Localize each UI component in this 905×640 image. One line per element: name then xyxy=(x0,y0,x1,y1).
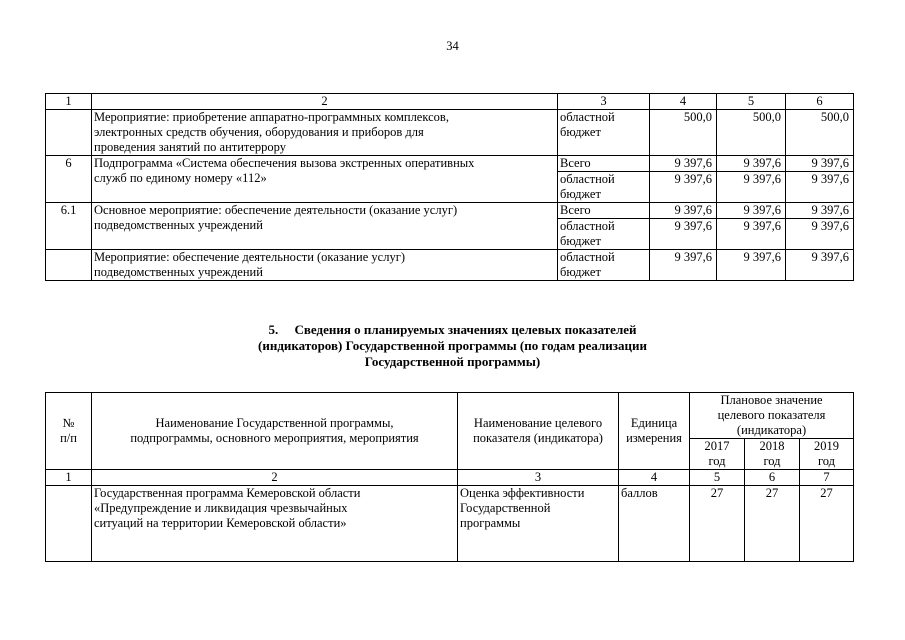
value-cell: 9 397,6 xyxy=(650,250,717,281)
text-line: бюджет xyxy=(560,187,601,201)
section-title-line: 5. Сведения о планируемых значениях целевых показателей xyxy=(268,322,637,337)
text-line: Наименование целевого xyxy=(473,416,603,430)
funding-source xyxy=(558,219,650,250)
header-cell: 1 xyxy=(46,94,92,110)
column-number: 4 xyxy=(619,470,690,486)
row-name xyxy=(92,110,558,156)
table-row xyxy=(46,203,854,219)
text-line: Единица xyxy=(630,416,678,430)
column-number: 3 xyxy=(458,470,619,486)
row-number: 6 xyxy=(46,156,92,203)
header-unit xyxy=(619,393,690,470)
unit-cell: баллов xyxy=(619,486,690,562)
text-line: бюджет xyxy=(560,265,601,279)
text-line: 2017 xyxy=(704,439,730,453)
text-line: проведения занятий по антитеррору xyxy=(94,140,287,154)
text-line: областной xyxy=(560,172,615,186)
text-line: Государственной xyxy=(460,501,551,515)
header-cell: 5 xyxy=(717,94,786,110)
value-cell: 27 xyxy=(800,486,854,562)
row-name xyxy=(92,250,558,281)
funding-source xyxy=(558,110,650,156)
text-line: областной xyxy=(560,250,615,264)
row-name xyxy=(92,156,558,203)
column-number: 5 xyxy=(690,470,745,486)
value-cell: 9 397,6 xyxy=(650,172,717,203)
row-name xyxy=(92,203,558,250)
row-number: 6.1 xyxy=(46,203,92,250)
text-line: Мероприятие: приобретение аппаратно-программных комплексов, xyxy=(94,110,449,124)
value-cell: 9 397,6 xyxy=(717,203,786,219)
value-cell: 500,0 xyxy=(650,110,717,156)
column-number: 2 xyxy=(92,470,458,486)
section-title-line: Государственной программы) xyxy=(364,354,541,369)
table-row xyxy=(46,250,854,281)
text-line: п/п xyxy=(60,431,77,445)
value-cell: 9 397,6 xyxy=(786,156,854,172)
row-number xyxy=(46,250,92,281)
header-cell: 4 xyxy=(650,94,717,110)
text-line: год xyxy=(763,454,781,468)
text-line: Государственная программа Кемеровской области xyxy=(94,486,361,500)
header-indicator xyxy=(458,393,619,470)
value-cell: 500,0 xyxy=(786,110,854,156)
text-line: измерения xyxy=(626,431,682,445)
text-line: Основное мероприятие: обеспечение деятельности (оказание услуг) xyxy=(94,203,458,217)
column-number-row xyxy=(46,470,854,486)
text-line: ситуаций на территории Кемеровской области» xyxy=(94,516,347,530)
header-year xyxy=(745,439,800,470)
text-line: показателя (индикатора) xyxy=(473,431,603,445)
text-line: 2018 xyxy=(759,439,785,453)
value-cell: 9 397,6 xyxy=(717,219,786,250)
page-number: 34 xyxy=(446,39,459,53)
header-num xyxy=(46,393,92,470)
table-row xyxy=(46,110,854,156)
text-line: Мероприятие: обеспечение деятельности (оказание услуг) xyxy=(94,250,405,264)
text-line: электронных средств обучения, оборудования и приборов для xyxy=(94,125,424,139)
text-line: «Предупреждение и ликвидация чрезвычайных xyxy=(94,501,348,515)
text-line: год xyxy=(708,454,726,468)
funding-source: Всего xyxy=(558,203,650,219)
value-cell: 27 xyxy=(745,486,800,562)
value-cell: 9 397,6 xyxy=(650,219,717,250)
row-number xyxy=(46,110,92,156)
text-line: подпрограммы, основного мероприятия, мероприятия xyxy=(130,431,419,445)
value-cell: 27 xyxy=(690,486,745,562)
funding-source xyxy=(558,250,650,281)
value-cell: 9 397,6 xyxy=(786,203,854,219)
header-name xyxy=(92,393,458,470)
table-header-row xyxy=(46,393,854,439)
text-line: Плановое значение xyxy=(720,393,823,407)
text-line: бюджет xyxy=(560,125,601,139)
header-cell: 6 xyxy=(786,94,854,110)
text-line: Наименование Государственной программы, xyxy=(155,416,394,430)
text-line: бюджет xyxy=(560,234,601,248)
table-row xyxy=(46,486,854,562)
value-cell: 9 397,6 xyxy=(786,172,854,203)
text-line: № xyxy=(62,416,75,430)
header-cell: 2 xyxy=(92,94,558,110)
text-line: 2019 xyxy=(814,439,840,453)
column-number: 6 xyxy=(745,470,800,486)
column-number: 7 xyxy=(800,470,854,486)
text-line: (индикатора) xyxy=(736,423,807,437)
text-line: Подпрограмма «Система обеспечения вызова экстренных оперативных xyxy=(94,156,475,170)
text-line: программы xyxy=(460,516,521,530)
value-cell: 9 397,6 xyxy=(717,250,786,281)
row-name xyxy=(92,486,458,562)
text-line: целевого показателя xyxy=(717,408,826,422)
value-cell: 9 397,6 xyxy=(717,172,786,203)
text-line: служб по единому номеру «112» xyxy=(94,171,267,185)
table-row xyxy=(46,156,854,172)
value-cell: 9 397,6 xyxy=(650,156,717,172)
section-title xyxy=(0,322,905,370)
value-cell: 9 397,6 xyxy=(786,219,854,250)
funding-source: Всего xyxy=(558,156,650,172)
value-cell: 9 397,6 xyxy=(786,250,854,281)
budget-table xyxy=(45,93,854,281)
header-plan xyxy=(690,393,854,439)
table-header-row xyxy=(46,94,854,110)
value-cell: 9 397,6 xyxy=(717,156,786,172)
text-line: областной xyxy=(560,219,615,233)
text-line: Оценка эффективности xyxy=(460,486,585,500)
text-line: подведомственных учреждений xyxy=(94,265,263,279)
text-line: подведомственных учреждений xyxy=(94,218,263,232)
column-number: 1 xyxy=(46,470,92,486)
indicator-name xyxy=(458,486,619,562)
text-line: областной xyxy=(560,110,615,124)
text-line: год xyxy=(817,454,836,468)
value-cell: 500,0 xyxy=(717,110,786,156)
header-cell: 3 xyxy=(558,94,650,110)
row-number xyxy=(46,486,92,562)
header-year xyxy=(800,439,854,470)
funding-source xyxy=(558,172,650,203)
indicators-table xyxy=(45,392,854,562)
section-title-line: (индикаторов) Государственной программы (по годам реализации xyxy=(258,338,647,353)
value-cell: 9 397,6 xyxy=(650,203,717,219)
header-year xyxy=(690,439,745,470)
